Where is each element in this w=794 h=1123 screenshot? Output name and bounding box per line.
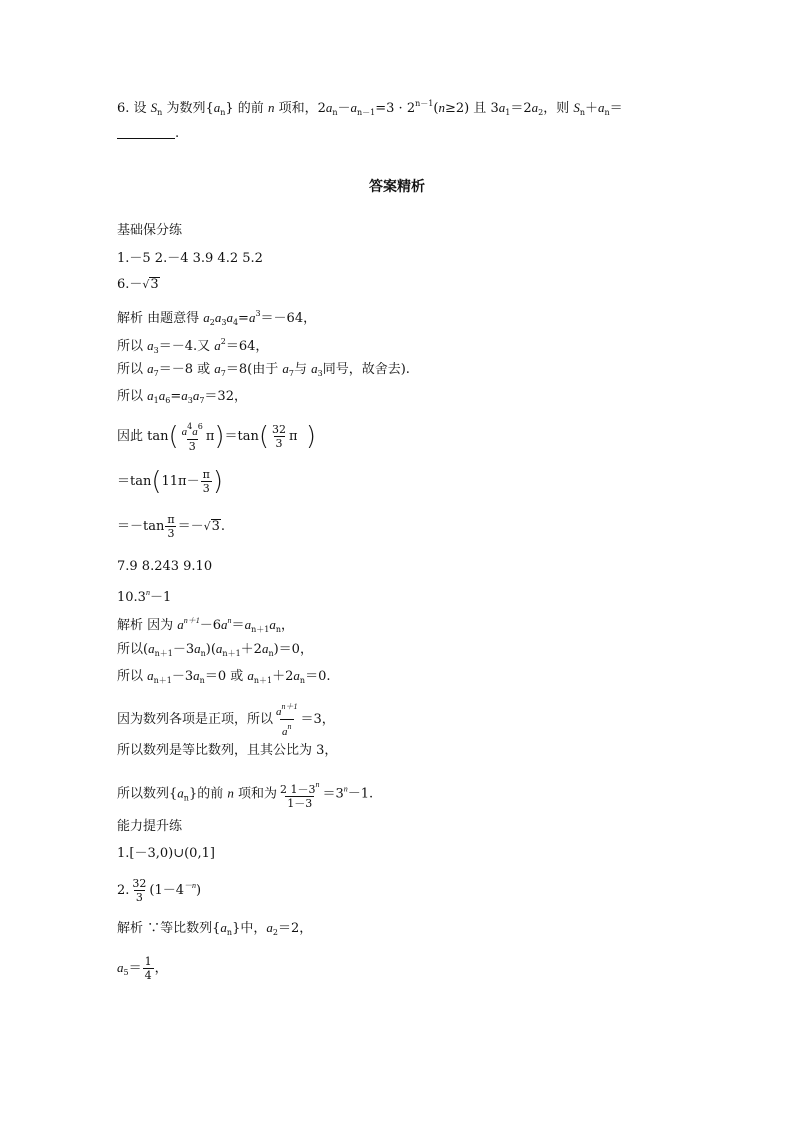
superscript: n－1	[415, 99, 434, 108]
superscript: n	[315, 780, 320, 789]
subscript: n	[332, 108, 338, 117]
subscript: n	[183, 793, 189, 803]
sol-text: 所以(	[117, 642, 149, 657]
superscript: 6	[197, 422, 203, 431]
sol-text: ＝－64，	[260, 311, 317, 326]
denominator: 3	[275, 437, 283, 450]
problem-6	[117, 95, 623, 122]
var-a: a	[177, 785, 184, 801]
problem-text: } 的前	[225, 101, 268, 116]
var-s: S	[573, 100, 580, 115]
sqrt-radicand: 3	[150, 277, 159, 292]
var-a: a	[158, 388, 166, 403]
sol-text: 同号，故舍去).	[322, 362, 410, 377]
sol-text: －1.	[347, 786, 374, 802]
sol-adv2-line-2	[117, 955, 168, 982]
var-a: a	[598, 100, 605, 115]
var-a: a	[214, 310, 222, 325]
sol-text: 所以数列{	[117, 786, 178, 802]
sol-text: 因此 tan	[117, 429, 169, 444]
subscript: 1	[505, 108, 511, 117]
var-a: a	[177, 617, 184, 632]
sol-text: 解析 因为	[117, 618, 178, 633]
superscript: 3	[255, 309, 261, 318]
problem-text: ，则	[543, 101, 574, 116]
answer-text: 6.－	[117, 277, 143, 292]
subscript: 7	[199, 396, 205, 405]
numerator: 32	[132, 877, 147, 890]
var-a: a	[192, 426, 198, 438]
fraction	[278, 778, 322, 810]
fraction	[143, 955, 154, 982]
sol-adv2-line-1	[117, 919, 312, 942]
answer-text: 2.	[117, 883, 130, 898]
subscript: n	[157, 108, 163, 117]
left-paren: (	[258, 421, 270, 452]
subscript: 7	[220, 369, 226, 378]
sol-text: 与	[293, 362, 312, 377]
subscript: 5	[123, 968, 129, 977]
sol-text: 所以	[117, 339, 148, 354]
problem-text: ＋	[584, 101, 598, 116]
var-a: a	[214, 338, 221, 353]
basic-answers-1-5: 1.－5 2.－4 3.9 4.2 5.2	[117, 251, 263, 266]
var-a: a	[147, 668, 154, 683]
pi-symbol: π	[205, 429, 215, 444]
section-basic-title: 基础保分练	[117, 223, 183, 238]
var-a: a	[498, 100, 506, 115]
sol-text: ＝－4.又	[158, 339, 215, 354]
sol-text: ＝0 或	[204, 669, 248, 684]
sol6-line-7: ＝－tan $\frac{\pi}{3}$ ＝－√3.	[117, 513, 226, 540]
subscript: n	[604, 108, 610, 117]
answer-heading: 答案精析	[369, 179, 425, 195]
numerator: π	[202, 468, 210, 481]
var-a: a	[203, 310, 210, 325]
superscript: n＋1	[281, 702, 298, 711]
fraction	[201, 468, 212, 495]
fraction	[180, 420, 205, 453]
subscript: 3	[187, 396, 193, 405]
superscript: －n	[184, 881, 197, 890]
advanced-answer-1: 1.[－3,0)∪(0,1]	[117, 846, 215, 861]
fraction	[130, 877, 148, 904]
sol-text: .	[220, 519, 226, 534]
problem-text: .	[175, 126, 180, 141]
subscript: n	[220, 108, 226, 117]
var-a: a	[193, 668, 200, 683]
sol-text: ＝	[231, 618, 245, 633]
problem-text: 为数列{	[162, 101, 214, 116]
var-a: a	[282, 361, 289, 376]
var-a: a	[248, 310, 256, 325]
var-a: a	[147, 388, 154, 403]
subscript: 7	[288, 369, 294, 378]
sol-text: ＝8(由于	[225, 362, 283, 377]
sol-text: －3	[171, 669, 194, 684]
problem-text: 6. 设	[117, 101, 151, 116]
right-paren: )	[212, 466, 223, 497]
numerator	[278, 778, 322, 796]
sol-text: 所以	[117, 669, 148, 684]
var-a: a	[220, 920, 227, 935]
numerator: 1	[144, 955, 152, 968]
sol10-line-2	[117, 640, 313, 663]
var-a: a	[221, 617, 228, 632]
var-a: a	[261, 641, 269, 656]
sol-text: 因为数列各项是正项，所以	[117, 712, 274, 727]
superscript: n	[227, 616, 232, 625]
fraction	[274, 700, 300, 739]
var-a: a	[194, 641, 201, 656]
problem-text: (	[433, 101, 439, 116]
subscript: 2	[209, 318, 215, 327]
sol-text: 所以	[117, 362, 148, 377]
sol6-line-1: 解析 由题意得 $a_2a_3a_4=a^3=-64$，	[117, 309, 317, 327]
var-a: a	[117, 960, 124, 975]
subscript: 2	[272, 928, 278, 937]
superscript: n	[287, 722, 292, 731]
subscript: 6	[165, 396, 171, 405]
var-a: a	[247, 668, 254, 683]
subscript: n	[579, 108, 585, 117]
var-a: a	[148, 641, 155, 656]
numerator: 32	[272, 423, 287, 436]
problem-text: ≥2) 且 3	[444, 101, 499, 116]
sol10-line-3	[117, 667, 330, 690]
superscript: n＋1	[183, 616, 200, 625]
subscript: n	[299, 676, 306, 685]
subscript: n	[226, 928, 233, 937]
problem-text: 项和，2	[274, 101, 326, 116]
subscript: 3	[317, 369, 323, 378]
sqrt-radicand: 3	[211, 519, 220, 534]
answer-blank	[117, 126, 175, 139]
var-a: a	[350, 100, 358, 115]
basic-answers-7-9: 7.9 8.243 9.10	[117, 559, 213, 574]
sol6-line-4: 所以 $a_1a_6=a_3a_7=32$，	[117, 388, 247, 405]
sol10-line-1	[117, 612, 294, 639]
var-a: a	[244, 617, 252, 632]
fraction	[165, 513, 176, 540]
sol-text: 解析 由题意得	[117, 311, 204, 326]
subscript: n	[199, 676, 205, 685]
superscript: 2	[220, 337, 226, 346]
superscript: n	[145, 588, 150, 597]
sol6-line-6	[117, 468, 223, 495]
sol-text: ＋2	[240, 642, 262, 657]
sol6-line-5	[117, 420, 316, 453]
subscript: n＋1	[153, 676, 172, 685]
subscript: n	[268, 649, 274, 658]
var-n: n	[267, 100, 275, 115]
superscript: 4	[187, 422, 193, 431]
subscript: 7	[153, 369, 159, 378]
var-a: a	[531, 100, 539, 115]
sol-text: ＝64，	[225, 339, 269, 354]
right-paren: )	[297, 421, 317, 452]
sol10-line-5: 所以数列是等比数列，且其公比为 3，	[117, 743, 338, 758]
var-n: n	[438, 100, 445, 115]
subscript: n	[275, 625, 281, 634]
var-a: a	[147, 338, 154, 353]
left-paren: (	[151, 466, 162, 497]
subscript: n	[200, 649, 206, 658]
sol-text: }中，	[232, 921, 267, 936]
denominator: 1－3	[287, 797, 313, 810]
problem-text: =3 · 2	[375, 101, 416, 116]
var-a: a	[282, 726, 288, 738]
numerator: π	[167, 513, 175, 526]
sol-text: ＝－8 或	[158, 362, 215, 377]
var-a: a	[215, 641, 223, 656]
sol10-line-4	[117, 700, 335, 739]
sol-text: ＝2，	[277, 921, 313, 936]
numerator	[274, 700, 300, 719]
sol-text: ，	[154, 961, 168, 976]
sol-text: }的前	[188, 786, 228, 802]
right-paren: )	[214, 421, 225, 452]
sol-text: ，	[280, 618, 294, 633]
sol-text: 项和为	[233, 786, 277, 802]
sol10-line-6	[117, 778, 373, 810]
fraction	[270, 423, 288, 450]
answer-text: 10.3	[117, 590, 146, 605]
sol-text: ＝－tan	[117, 519, 165, 534]
answer-text: －1	[149, 590, 172, 605]
subscript: n＋1	[154, 649, 173, 658]
problem-text: ＝2	[510, 101, 532, 116]
sol-text: ＝tan	[117, 474, 152, 489]
sol-text: )＝0，	[273, 642, 313, 657]
subscript: 3	[153, 346, 159, 355]
answer-text: )	[196, 883, 202, 898]
denominator: 4	[144, 969, 152, 982]
denominator: 3	[167, 527, 175, 540]
section-advanced-title: 能力提升练	[117, 819, 183, 834]
var-s: S	[150, 100, 158, 115]
denominator	[280, 719, 294, 739]
sol-text: －6	[199, 618, 222, 633]
sol6-line-3	[117, 360, 410, 383]
subscript: 3	[221, 318, 227, 327]
subscript: n＋1	[253, 676, 273, 685]
denominator: 3	[135, 891, 143, 904]
sol-text: ＝－	[177, 519, 204, 534]
pi-symbol: π	[289, 429, 298, 444]
sol-text: )(	[205, 642, 216, 657]
subscript: 4	[232, 318, 239, 327]
subscript: n－1	[357, 108, 376, 117]
var-a: a	[311, 361, 318, 376]
sol-text: ＋2	[272, 669, 294, 684]
denominator: 3	[202, 482, 210, 495]
sol-text: ＝3，	[300, 712, 335, 727]
sol-text: －3	[172, 642, 195, 657]
sol-text: 解析 ∵等比数列{	[117, 921, 221, 936]
problem-text: ＝	[609, 101, 623, 116]
answer-10	[117, 584, 171, 607]
sol6-line-2	[117, 333, 268, 360]
var-a: a	[181, 388, 188, 403]
numerator	[180, 420, 205, 439]
var-a: a	[226, 310, 233, 325]
var-a: a	[276, 706, 282, 718]
sol-text: ＝tan	[224, 429, 259, 444]
problem-6-blank-line	[117, 125, 179, 143]
subscript: n＋1	[222, 649, 241, 658]
denominator: 3	[188, 440, 196, 453]
sol-text: ＝32，	[204, 389, 247, 404]
superscript: n	[343, 784, 348, 794]
var-a: a	[269, 617, 276, 632]
sol-text: 所以	[117, 389, 148, 404]
numerator-text: 2 1－3	[279, 783, 316, 796]
sol-text: ＝0.	[305, 669, 331, 684]
subscript: 2	[538, 108, 544, 117]
var-a: a	[214, 361, 221, 376]
subscript: n＋1	[251, 625, 270, 634]
sol-text: ＝	[128, 961, 142, 976]
var-a: a	[213, 100, 221, 115]
var-n: n	[227, 785, 234, 801]
problem-text: －	[337, 101, 351, 116]
advanced-answer-2	[117, 877, 201, 904]
var-a: a	[147, 361, 154, 376]
var-a: a	[192, 388, 200, 403]
sol-text: 11π－	[161, 474, 200, 489]
var-a: a	[325, 100, 333, 115]
var-a: a	[181, 426, 188, 438]
var-a: a	[293, 668, 300, 683]
var-a: a	[266, 920, 273, 935]
answer-text: (1－4	[149, 883, 185, 898]
subscript: 1	[153, 396, 159, 405]
sol-text: ＝3	[322, 786, 344, 802]
left-paren: (	[168, 421, 179, 452]
answer-6: 6.－√3	[117, 277, 159, 292]
